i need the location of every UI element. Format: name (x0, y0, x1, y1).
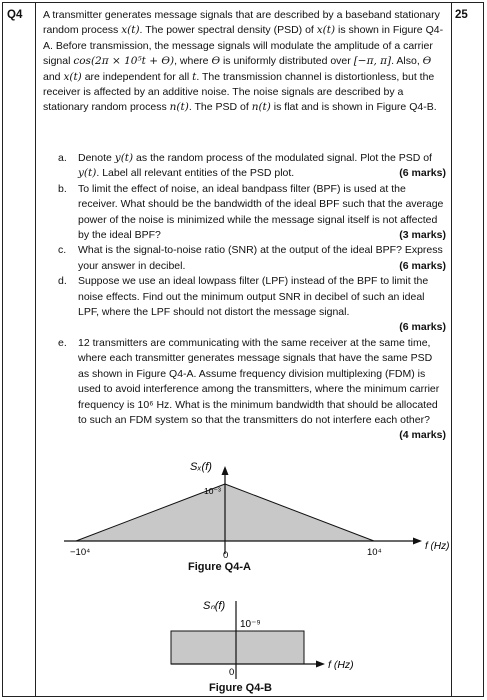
x-axis-arrow (316, 661, 325, 668)
part-label: e. (58, 336, 67, 349)
figure-q4b-title: Figure Q4-B (209, 682, 272, 694)
math-expression: n(t) (169, 101, 189, 114)
part-label: b. (58, 182, 67, 195)
math-expression: cos(2π × 10⁵t + ϴ) (73, 55, 175, 68)
y-axis-label: Sₙ(f) (203, 600, 226, 612)
text-run: . The power spectral density (PSD) of (139, 24, 317, 37)
tick-label-pos: 10⁴ (367, 547, 382, 558)
math-expression: x(t) (316, 24, 336, 37)
tick-label-neg: −10⁴ (70, 547, 91, 558)
x-axis-label: f (Hz) (328, 659, 354, 671)
text-run: is uniformly distributed over (220, 55, 354, 68)
part-marks: (6 marks) (399, 167, 446, 180)
math-expression: t (192, 70, 197, 83)
question-part (58, 151, 446, 182)
column-divider-right (451, 3, 452, 696)
part-label: c. (58, 244, 67, 257)
tick-label-zero: 0 (223, 550, 229, 561)
question-intro (43, 8, 448, 116)
math-expression: x(t) (121, 24, 140, 37)
question-part (58, 182, 446, 244)
part-marks: (3 marks) (399, 229, 446, 242)
question-part (58, 274, 446, 336)
figure-q4b-plot (160, 593, 400, 683)
math-expression: [−π, π] (353, 55, 392, 68)
text-run: Suppose we use an ideal lowpass filter (LPF) instead of the BPF to limit the noise effects. Find out the minimum output SNR in decibel of such an ideal LPF, where the LPF should not distort the message signal. (78, 275, 429, 319)
math-expression: ϴ (422, 55, 432, 68)
text-run: is flat and is shown in Figure Q4-B. (270, 101, 437, 114)
math-expression: y(t) (78, 167, 97, 180)
question-part (58, 336, 446, 442)
text-run: What is the signal-to-noise ratio (SNR) at the output of the ideal BPF? Express your answer in decibel. (78, 244, 443, 272)
text-run: and (43, 70, 64, 83)
psd-flat-rect (171, 631, 304, 664)
part-marks: (6 marks) (399, 259, 446, 272)
question-number: Q4 (7, 9, 23, 21)
math-expression: y(t) (114, 152, 134, 164)
text-run: To limit the effect of noise, an ideal bandpass filter (BPF) is used at the receiver. What should be the bandwidth of the ideal BPF such that the average power of the noise is minimized while the message signal itself is not affected by the ideal BPF? (78, 182, 444, 242)
text-run: 12 transmitters are communicating with the same receiver at the same time, where each transmitter generates message signals that have the same PSD as shown in Figure Q4-A. Assume frequency division multiplexing (FDM) is used to avoid interference among the transmitters, where the minimum carrier frequency is 10⁶ Hz. What is the minimum bandwidth that should be allocated to such an FDM system so that the transmitters do not interfere each other? (78, 336, 440, 426)
x-axis-label: f (Hz) (425, 541, 450, 552)
part-label: a. (58, 152, 67, 164)
part-marks: (6 marks) (399, 321, 446, 334)
question-total-marks: 25 (455, 9, 468, 21)
figure-q4a-title: Figure Q4-A (188, 561, 251, 573)
peak-value-label: 10⁻³ (204, 486, 221, 496)
math-expression: x(t) (63, 70, 82, 83)
text-run: , where (174, 55, 212, 68)
text-run: is shown in Figure Q4-A. Before transmission, the message signals will modulate the amplitude of a carrier signal (43, 24, 444, 68)
text-run: Denote (78, 152, 115, 164)
text-run: . The PSD of (188, 101, 252, 114)
question-part (58, 243, 446, 274)
math-expression: n(t) (251, 101, 271, 114)
question-parts (58, 151, 446, 444)
math-expression: ϴ (211, 55, 221, 68)
text-run: A transmitter generates message signals that are described by a baseband stationary random process (43, 9, 440, 37)
y-axis-arrow (222, 466, 229, 475)
figure-q4a-plot (60, 458, 460, 568)
text-run: are independent for all (81, 70, 193, 83)
level-value-label: 10⁻⁹ (240, 619, 261, 630)
tick-label-zero: 0 (229, 667, 235, 678)
y-axis-label: Sₓ(f) (190, 461, 212, 473)
column-divider-left (35, 3, 36, 696)
x-axis-arrow (413, 538, 422, 545)
text-run: . Also, (391, 55, 423, 68)
text-run: . Label all relevant entities of the PSD plot. (96, 167, 295, 180)
part-marks: (4 marks) (399, 429, 446, 442)
part-label: d. (58, 275, 67, 288)
text-run: . The transmission channel is distortionless, but the receiver is affected by an additive noise. The noise signals are described by a stationary random process (43, 70, 435, 114)
text-run: as the random process of the modulated signal. Plot the PSD of (133, 152, 432, 164)
